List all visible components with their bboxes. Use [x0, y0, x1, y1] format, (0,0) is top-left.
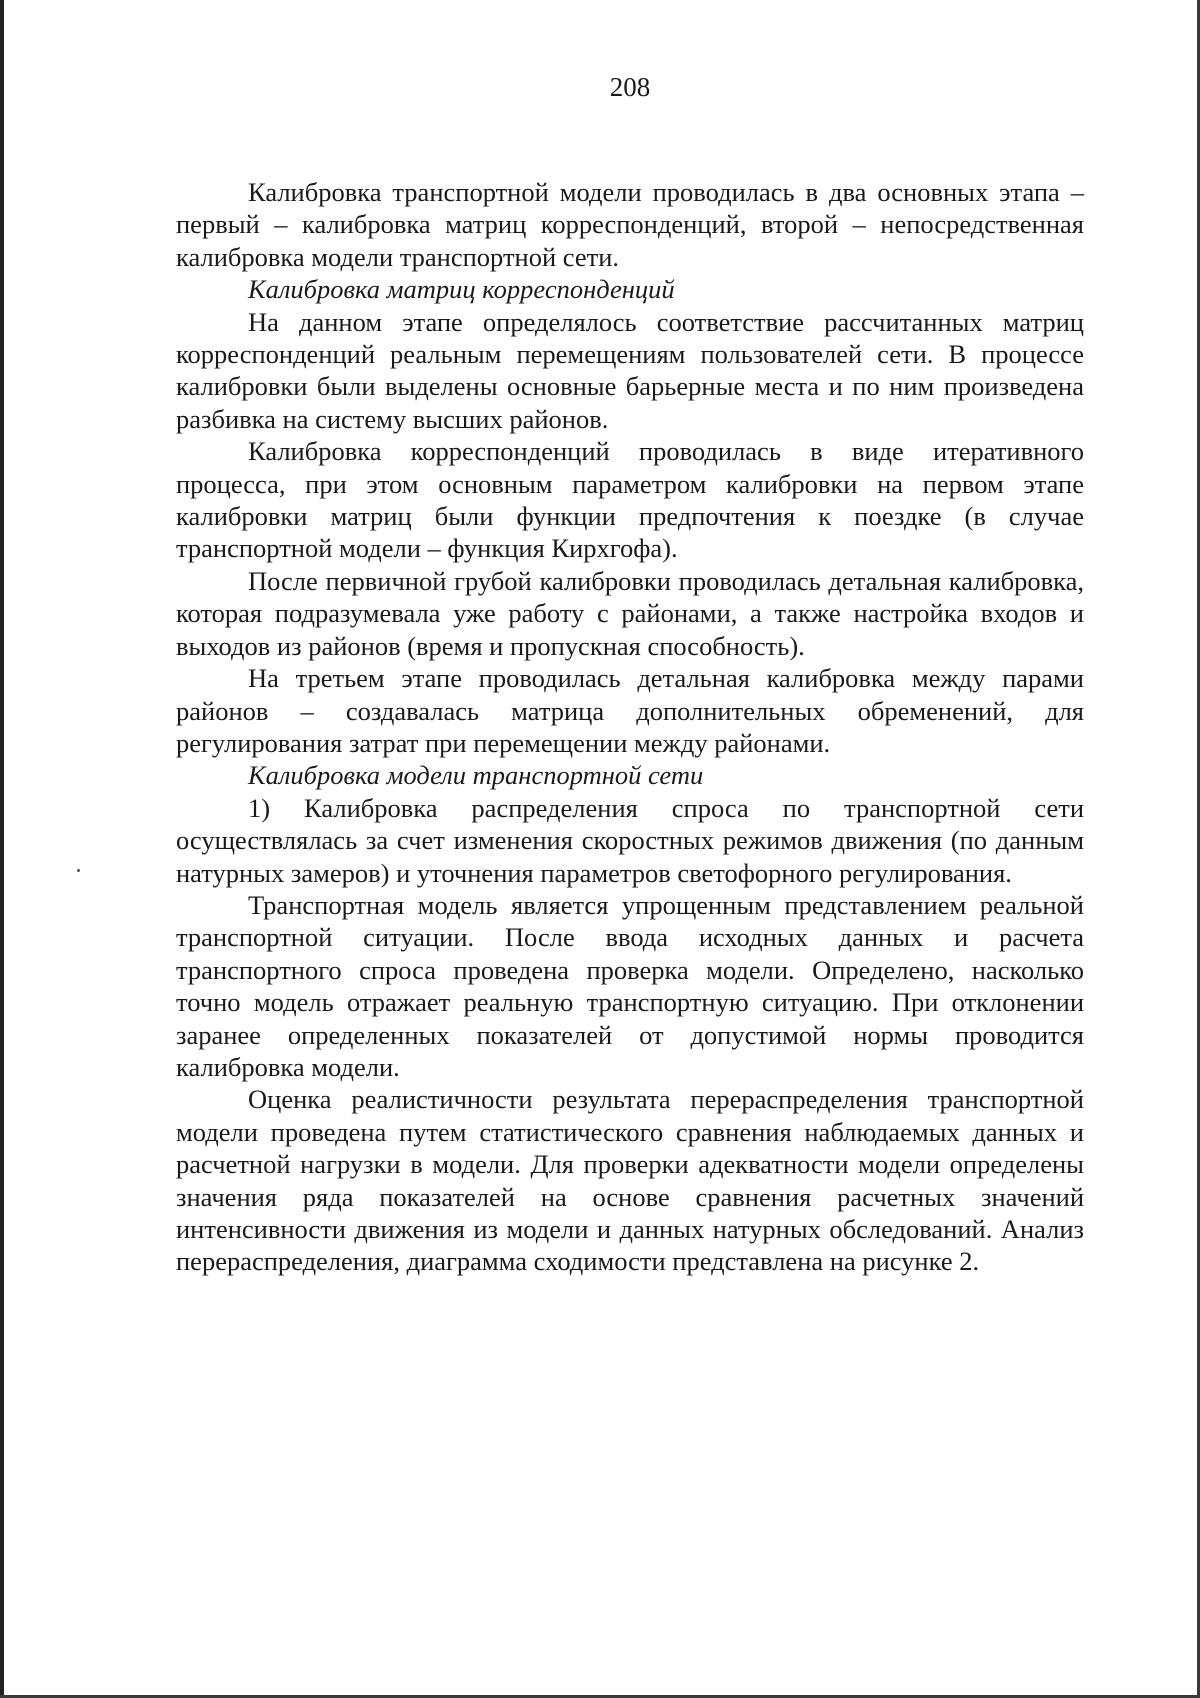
document-body — [176, 176, 1084, 1278]
paragraph-intro: Калибровка транспортной модели проводилась в два основных этапа – первый – калибровка матриц корреспонденций, второй – непосредственная калибровка модели транспортной сети. — [176, 177, 1084, 272]
paragraph-third-stage: На третьем этапе проводилась детальная калибровка между парами районов – создавалась матрица дополнительных обременений, для регулирования затрат при перемещении между районами. — [176, 663, 1084, 758]
page-number: 208 — [609, 72, 651, 102]
section-heading-matrix-calibration: Калибровка матриц корреспонденций — [248, 274, 675, 305]
paragraph-iterative-process: Калибровка корреспонденций проводилась в виде итеративного процесса, при этом основным параметром калибровки на первом этапе калибровки матриц были функции предпочтения к поездке (в случае транспортной модели – функция Кирхгофа). — [176, 436, 1084, 564]
scan-speck — [77, 869, 80, 872]
paragraph-realism-assessment: Оценка реалистичности результата перераспределения транспортной модели проведена путем статистического сравнения наблюдаемых данных и расчетной нагрузки в модели. Для проверки адекватности модели определены значения ряда показателей на основе сравнения расчетных значений интенсивности движения из модели и данных натурных обследований. Анализ перераспределения, диаграмма сходимости представлена на рисунке 2. — [176, 1084, 1084, 1277]
paragraph-detailed-calibration: После первичной грубой калибровки проводилась детальная калибровка, которая подразумевала уже работу с районами, а также настройка входов и выходов из районов (время и пропускная способность). — [176, 565, 1084, 661]
paragraph-model-simplification: Транспортная модель является упрощенным представлением реальной транспортной ситуации. После ввода исходных данных и расчета транспортного спроса проведена проверка модели. Определено, насколько точно модель отражает реальную транспортную ситуацию. При отклонении заранее определенных показателей от допустимой нормы проводится калибровка модели. — [176, 889, 1084, 1082]
paragraph-matrix-stage: На данном этапе определялось соответствие рассчитанных матриц корреспонденций реальным перемещениям пользователей сети. В процессе калибровки были выделены основные барьерные места и по ним произведена разбивка на систему высших районов. — [176, 306, 1084, 434]
paragraph-demand-distribution: 1) Калибровка распределения спроса по транспортной сети осуществлялась за счет изменения скоростных режимов движения (по данным натурных замеров) и уточнения параметров светофорного регулирования. — [176, 792, 1084, 888]
section-heading-network-calibration: Калибровка модели транспортной сети — [248, 760, 704, 791]
scan-edge-left — [0, 0, 4, 1698]
